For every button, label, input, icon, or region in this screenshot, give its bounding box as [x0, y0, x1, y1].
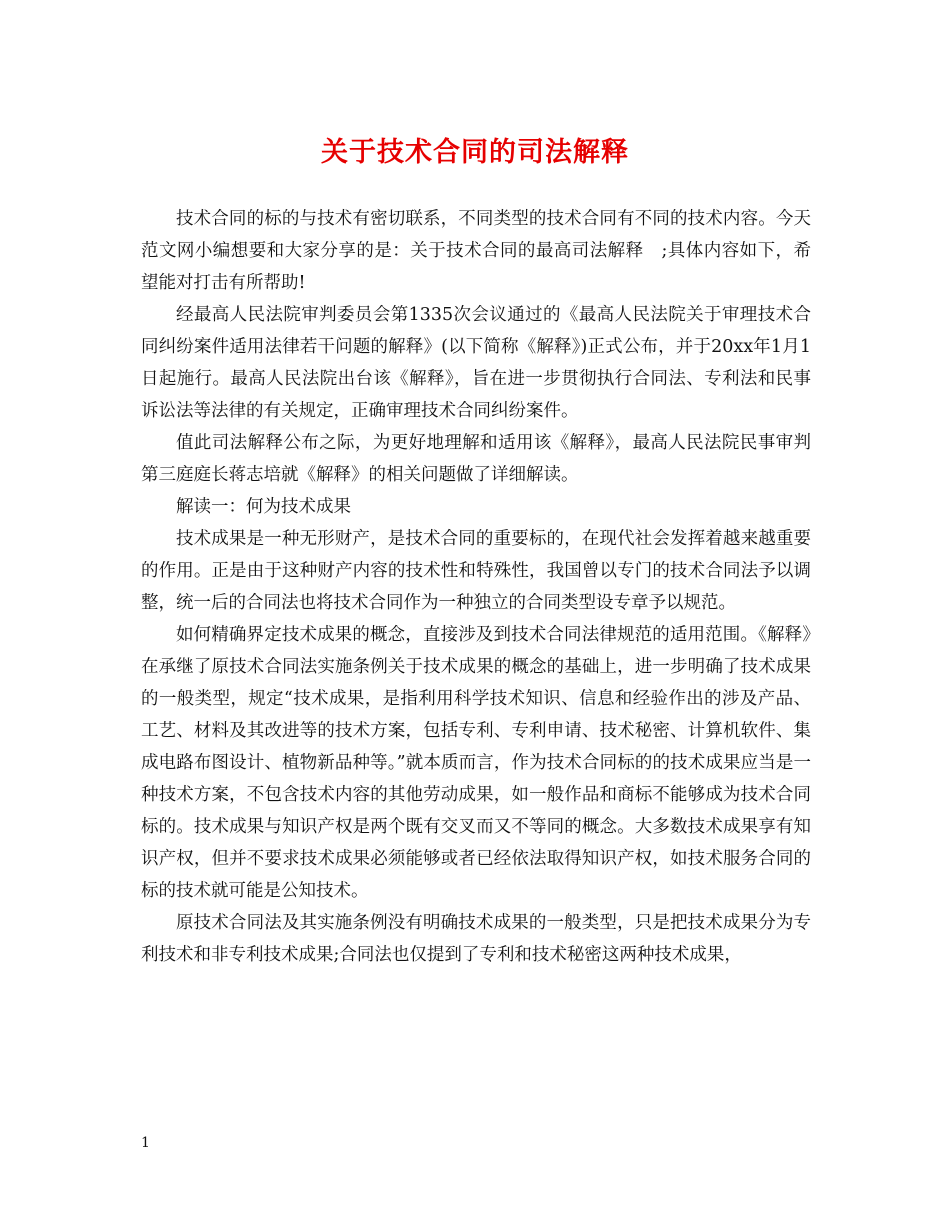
paragraph-definition: 如何精确界定技术成果的概念，直接涉及到技术合同法律规范的适用范围。《解释》在承继了原技术合同法实施条例关于技术成果的概念的基础上，进一步明确了技术成果的一般类型，规定“技术成果，是指利用科学技术知识、信息和经验作出的涉及产品、工艺、材料及其改进等的技术方案，包括专利、专利申请、技术秘密、计算机软件、集成电路布图设计、植物新品种等。”就本质而言，作为技术合同标的的技术成果应当是一种技术方案，不包含技术内容的其他劳动成果，如一般作品和商标不能够成为技术合同标的。技术成果与知识产权是两个既有交叉而又不等同的概念。大多数技术成果享有知识产权，但并不要求技术成果必须能够或者已经依法取得知识产权，如技术服务合同的标的技术就可能是公知技术。 — [141, 625, 811, 901]
document-body — [141, 203, 811, 971]
paragraph-original-law: 原技术合同法及其实施条例没有明确技术成果的一般类型，只是把技术成果分为专利技术和非专利技术成果;合同法也仅提到了专利和技术秘密这两种技术成果， — [141, 913, 811, 965]
paragraph-tech-achievement: 技术成果是一种无形财产，是技术合同的重要标的，在现代社会发挥着越来越重要的作用。正是由于这种财产内容的技术性和特殊性，我国曾以专门的技术合同法予以调整，统一后的合同法也将技术合同作为一种独立的合同类型设专章予以规范。 — [141, 529, 811, 613]
document-title: 关于技术合同的司法解释 — [321, 137, 629, 168]
paragraph-background: 经最高人民法院审判委员会第1335次会议通过的《最高人民法院关于审理技术合同纠纷案件适用法律若干问题的解释》(以下简称《解释》)正式公布，并于20xx年1月1日起施行。最高人民法院出台该《解释》，旨在进一步贯彻执行合同法、专利法和民事诉讼法等法律的有关规定，正确审理技术合同纠纷案件。 — [141, 305, 811, 421]
section-heading-one: 解读一：何为技术成果 — [176, 497, 351, 517]
paragraph-occasion: 值此司法解释公布之际，为更好地理解和适用该《解释》，最高人民法院民事审判第三庭庭长蒋志培就《解释》的相关问题做了详细解读。 — [141, 433, 811, 485]
paragraph-intro: 技术合同的标的与技术有密切联系，不同类型的技术合同有不同的技术内容。今天范文网小编想要和大家分享的是：关于技术合同的最高司法解释 ;具体内容如下，希望能对打击有所帮助! — [141, 209, 811, 293]
page-number: 1 — [141, 1135, 150, 1151]
